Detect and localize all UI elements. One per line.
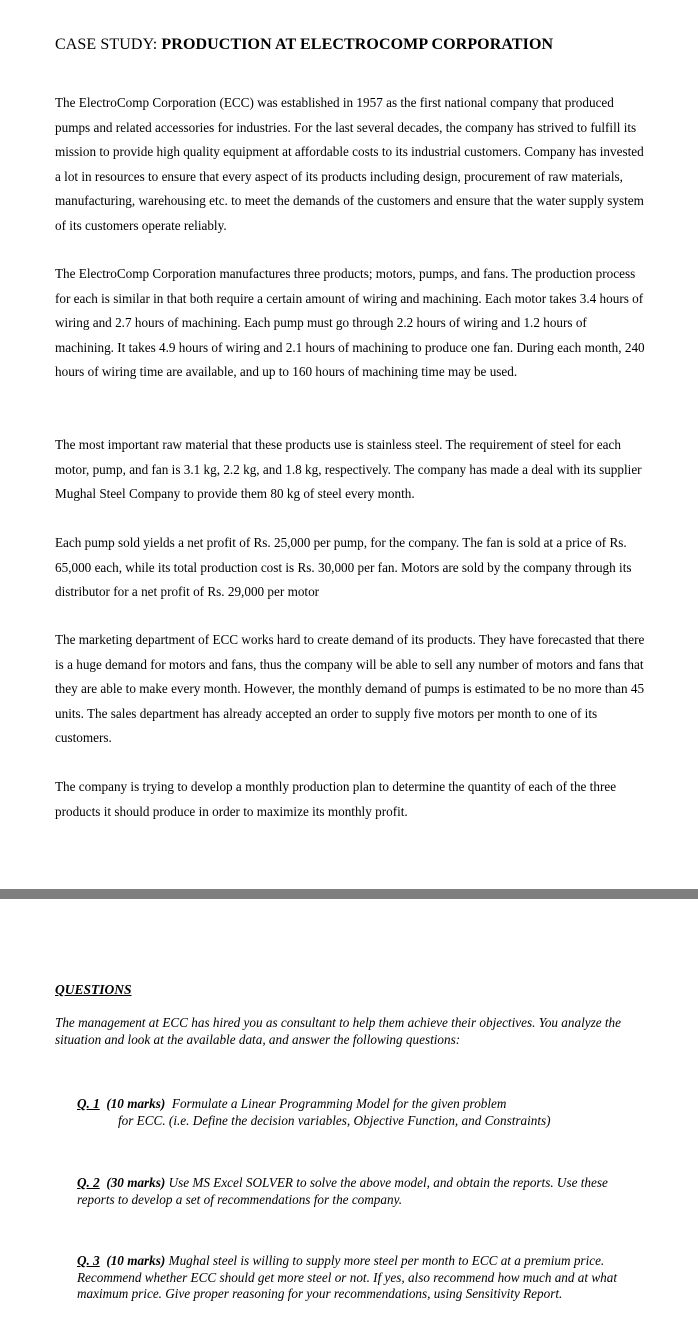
question-2-marks: (30 marks) bbox=[106, 1175, 166, 1190]
questions-heading: QUESTIONS bbox=[55, 982, 132, 997]
question-1 bbox=[77, 1096, 637, 1129]
section-divider bbox=[0, 889, 698, 899]
question-1-marks: (10 marks) bbox=[106, 1096, 166, 1111]
paragraph-objective: The company is trying to develop a monthly production plan to determine the quantity of each of the three products it should produce in order to maximize its monthly profit. bbox=[55, 779, 617, 819]
question-1-number: Q. 1 bbox=[77, 1096, 100, 1111]
title-main: PRODUCTION AT ELECTROCOMP CORPORATION bbox=[161, 36, 554, 53]
paragraph-production-process: The ElectroComp Corporation manufactures three products; motors, pumps, and fans. The production process for each is similar in that both require a certain amount of wiring and machining. Each motor takes 3.4 hours of wiring and 2.7 hours of machining. Each pump must go through 2.2 hours of wiring and 1.2 hours of machining. It takes 4.9 hours of wiring and 2.1 hours of machining to produce one fan. During each month, 240 hours of wiring time are available, and up to 160 hours of machining time may be used. bbox=[55, 266, 645, 379]
question-1-text-line2: for ECC. (i.e. Define the decision variables, Objective Function, and Constraints) bbox=[118, 1112, 551, 1128]
question-2-text: Use MS Excel SOLVER to solve the above model, and obtain the reports. Use these reports to develop a set of recommendations for the company. bbox=[77, 1175, 608, 1207]
question-3 bbox=[77, 1253, 645, 1303]
paragraph-profits: Each pump sold yields a net profit of Rs. 25,000 per pump, for the company. The fan is sold at a price of Rs. 65,000 each, while its total production cost is Rs. 30,000 per fan. Motors are sold by the company through its distributor for a net profit of Rs. 29,000 per motor bbox=[55, 535, 632, 599]
title-prefix: CASE STUDY: bbox=[55, 36, 158, 53]
paragraph-company-background: The ElectroComp Corporation (ECC) was established in 1957 as the first national company that produced pumps and related accessories for industries. For the last several decades, the company has strived to fulfill its mission to provide high quality equipment at affordable costs to its industrial customers. Company has invested a lot in resources to ensure that every aspect of its products including design, procurement of raw materials, manufacturing, warehousing etc. to meet the demands of the customers and ensure that the water supply system of its customers operate reliably. bbox=[55, 95, 644, 233]
page-title bbox=[55, 36, 553, 54]
question-3-number: Q. 3 bbox=[77, 1253, 100, 1268]
question-3-marks: (10 marks) bbox=[106, 1253, 166, 1268]
questions-intro: The management at ECC has hired you as consultant to help them achieve their objectives. You analyze the situation and look at the available data, and answer the following questions: bbox=[55, 1015, 621, 1047]
question-1-text-line1: Formulate a Linear Programming Model for the given problem bbox=[171, 1096, 507, 1111]
paragraph-demand: The marketing department of ECC works hard to create demand of its products. They have forecasted that there is a huge demand for motors and fans, thus the company will be able to sell any number of motors and fans that they are able to make every month. However, the monthly demand of pumps is estimated to be no more than 45 units. The sales department has already accepted an order to supply five motors per month to one of its customers. bbox=[55, 632, 645, 745]
question-2 bbox=[77, 1175, 617, 1208]
question-3-text: Mughal steel is willing to supply more steel per month to ECC at a premium price. Recommend whether ECC should get more steel or not. If yes, also recommend how much and at what maximum price. Give proper reasoning for your recommendations, using Sensitivity Report. bbox=[77, 1253, 617, 1301]
question-2-number: Q. 2 bbox=[77, 1175, 100, 1190]
paragraph-raw-material: The most important raw material that these products use is stainless steel. The requirement of steel for each motor, pump, and fan is 3.1 kg, 2.2 kg, and 1.8 kg, respectively. The company has made a deal with its supplier Mughal Steel Company to provide them 80 kg of steel every month. bbox=[55, 437, 642, 501]
